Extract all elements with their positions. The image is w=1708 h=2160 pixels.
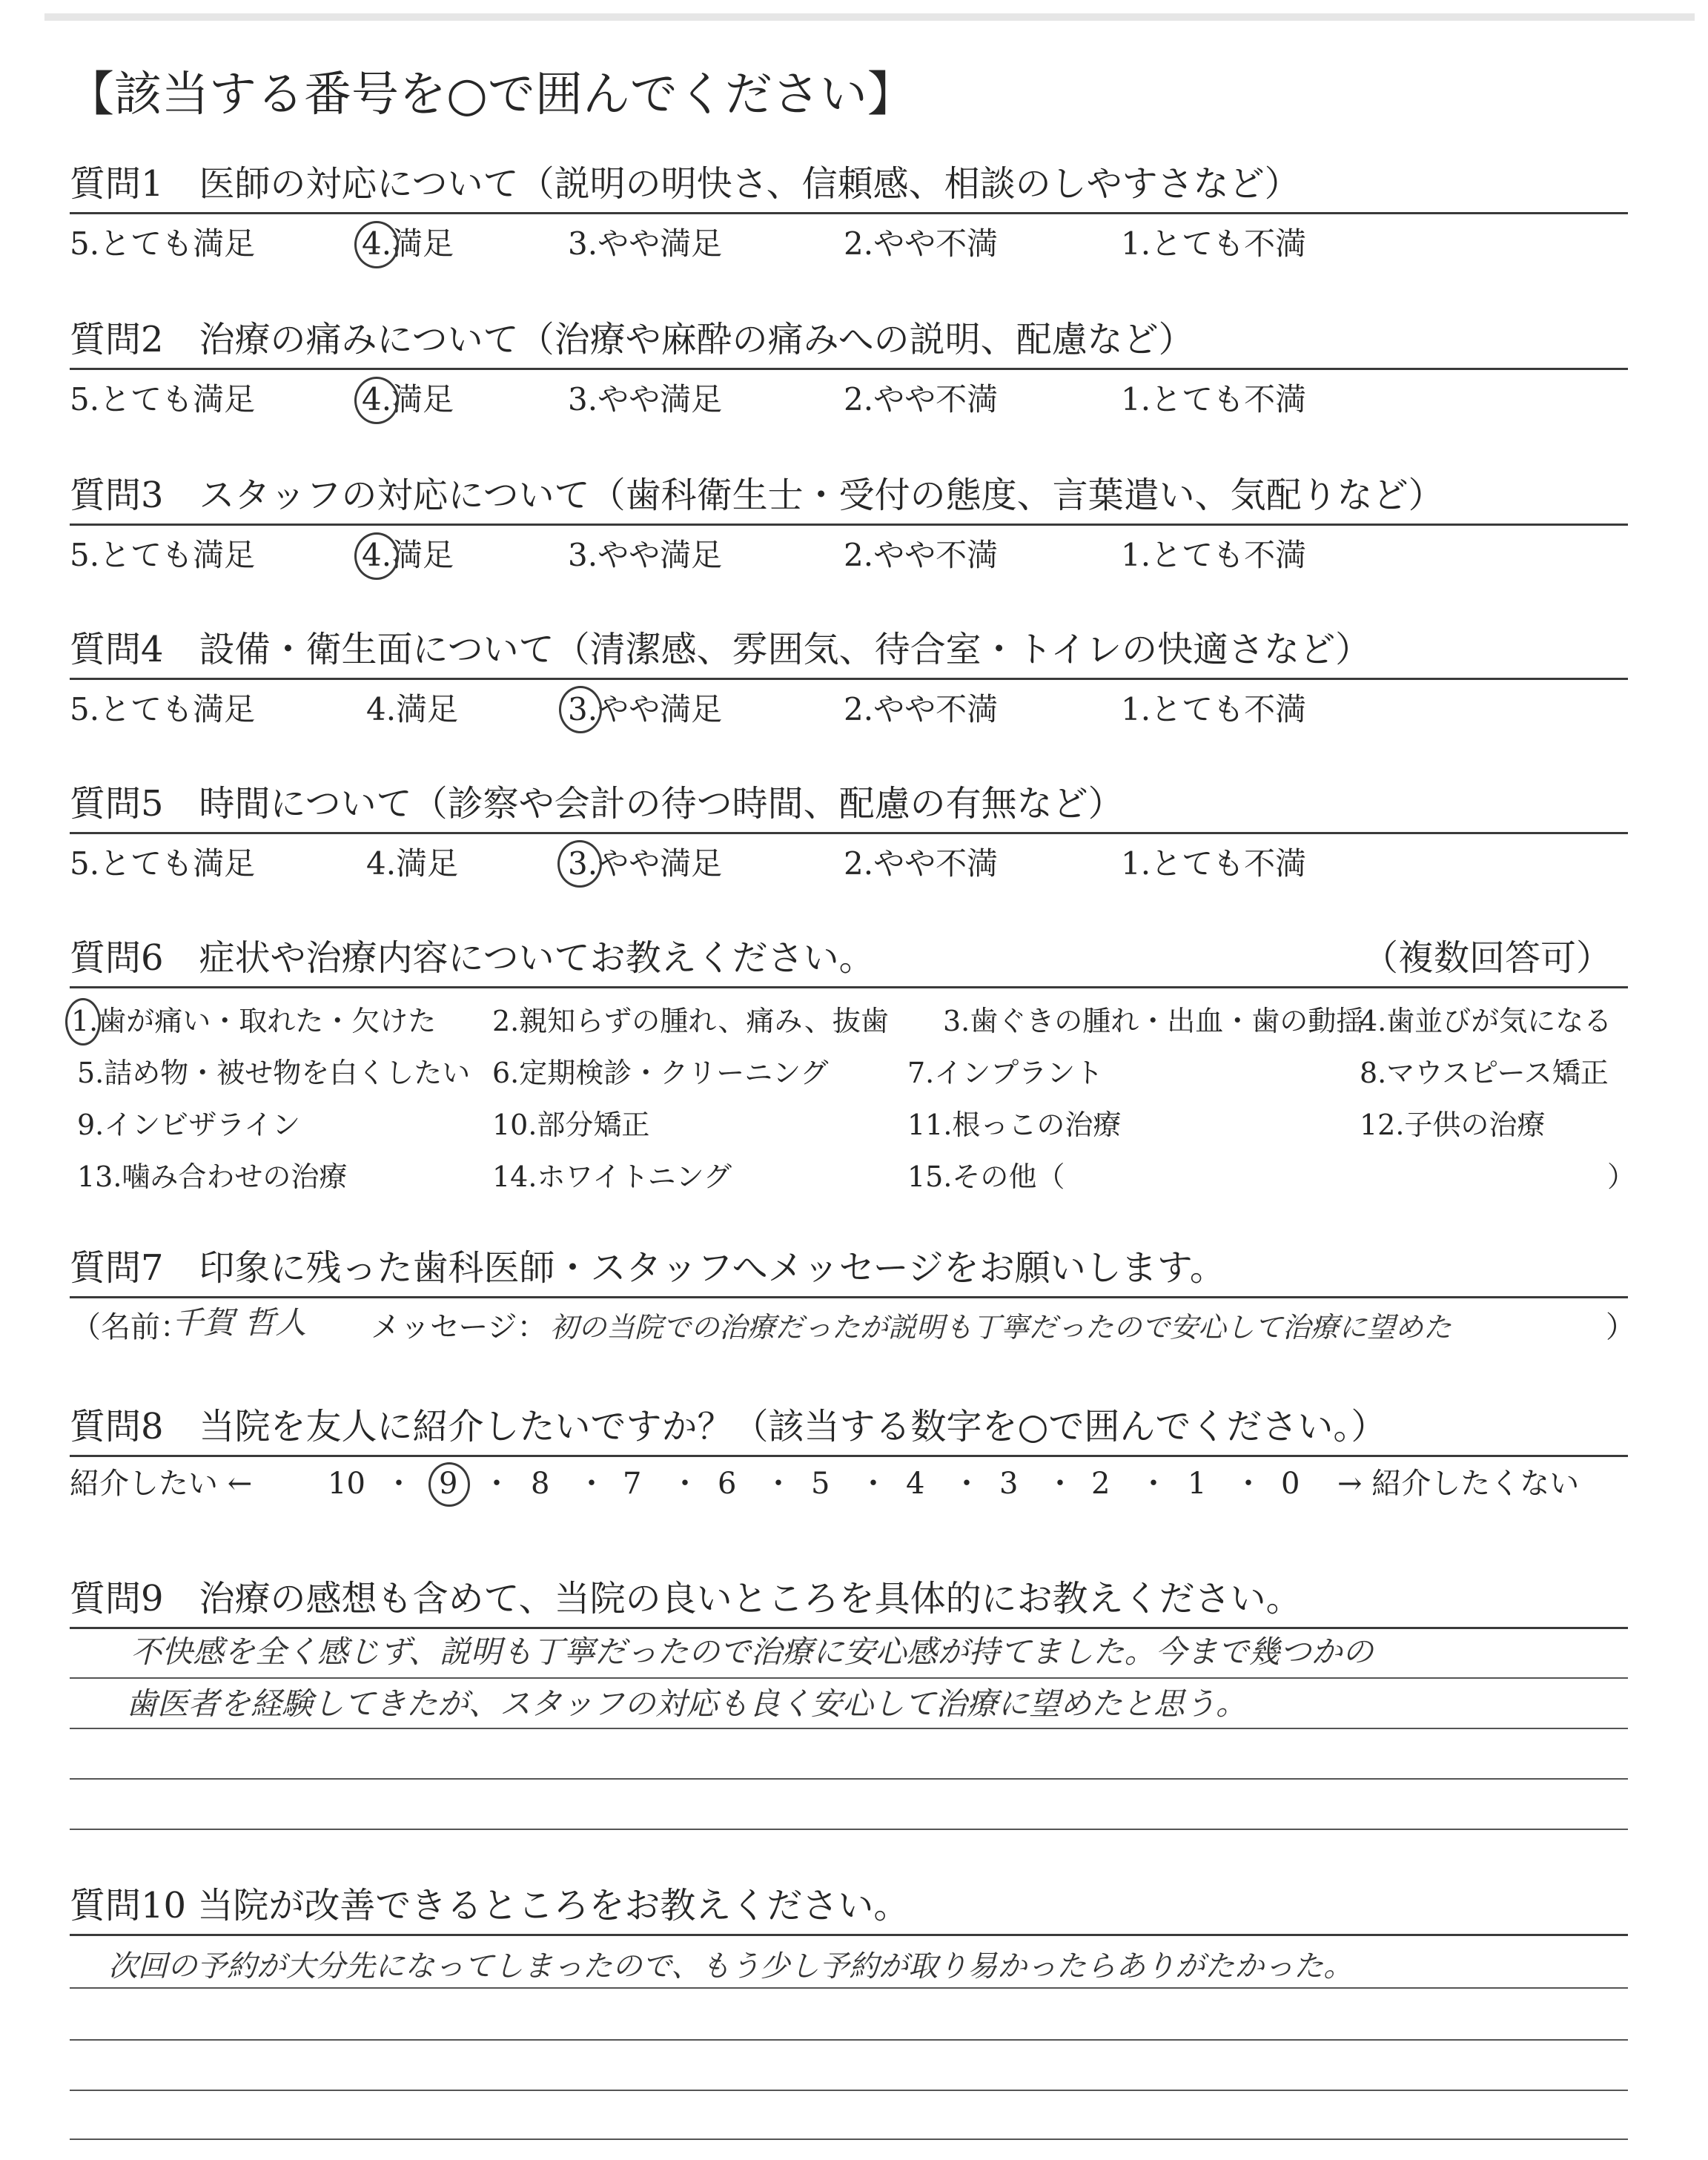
q9-line-4 bbox=[70, 1778, 1628, 1780]
scan-top-edge bbox=[44, 13, 1695, 21]
q1-rule bbox=[70, 212, 1628, 214]
q5-rule bbox=[70, 832, 1628, 834]
q10-rule bbox=[70, 1934, 1628, 1936]
q1-option-1[interactable]: 1.とても不満 bbox=[1121, 225, 1307, 262]
q1-option-3[interactable]: 3.やや満足 bbox=[568, 225, 723, 262]
q9-answer-line-2[interactable]: 歯医者を経験してきたが、スタッフの対応も良く安心して治療に望めたと思う。 bbox=[126, 1685, 1248, 1722]
q10-line-4 bbox=[70, 2090, 1628, 2091]
q8-scale-1[interactable]: 1 bbox=[1188, 1467, 1207, 1501]
page-title: 【該当する番号を○で囲んでください】 bbox=[67, 67, 915, 122]
q8-scale-4[interactable]: 4 bbox=[906, 1467, 925, 1501]
q8-scale-7[interactable]: 7 bbox=[623, 1467, 642, 1501]
q1-option-5[interactable]: 5.とても満足 bbox=[70, 225, 256, 262]
q8-scale-9[interactable]: 9 bbox=[439, 1467, 458, 1501]
q9-line-5 bbox=[70, 1829, 1628, 1830]
q5-option-5[interactable]: 5.とても満足 bbox=[70, 845, 256, 882]
q3-rule bbox=[70, 524, 1628, 526]
q4-option-5[interactable]: 5.とても満足 bbox=[70, 691, 256, 727]
q6-item-2[interactable]: 2.親知らずの腫れ、痛み、抜歯 bbox=[492, 1005, 889, 1037]
q8-scale-10[interactable]: 10 bbox=[328, 1467, 365, 1501]
q2-option-2[interactable]: 2.やや不満 bbox=[844, 381, 999, 417]
q10-line-2 bbox=[70, 1987, 1628, 1989]
q2-option-1[interactable]: 1.とても不満 bbox=[1121, 381, 1307, 417]
q4-option-3[interactable]: 3.やや満足 bbox=[568, 691, 723, 727]
q6-title: 質問6 症状や治療内容についてお教えください。 bbox=[70, 937, 875, 979]
q5-option-4[interactable]: 4.満足 bbox=[366, 845, 459, 882]
q8-separator: ・ bbox=[384, 1467, 414, 1501]
q2-title: 質問2 治療の痛みについて（治療や麻酔の痛みへの説明、配慮など） bbox=[70, 319, 1194, 360]
q3-title: 質問3 スタッフの対応について（歯科衛生士・受付の態度、言葉遣い、気配りなど） bbox=[70, 475, 1444, 516]
q7-title: 質問7 印象に残った歯科医師・スタッフへメッセージをお願いします。 bbox=[70, 1247, 1225, 1289]
q6-selection-circle bbox=[65, 998, 101, 1046]
q8-separator: ・ bbox=[670, 1467, 700, 1501]
q10-answer-line-1[interactable]: 次回の予約が大分先になってしまったので、もう少し予約が取り易かったらありがたかった。 bbox=[108, 1949, 1354, 1984]
q3-option-2[interactable]: 2.やや不満 bbox=[844, 537, 999, 573]
q2-option-3[interactable]: 3.やや満足 bbox=[568, 381, 723, 417]
q5-option-3[interactable]: 3.やや満足 bbox=[568, 845, 723, 882]
q8-separator: ・ bbox=[1045, 1467, 1075, 1501]
q9-rule bbox=[70, 1627, 1628, 1629]
q6-item-4[interactable]: 4.歯並びが気になる bbox=[1360, 1005, 1612, 1037]
q5-title: 質問5 時間について（診察や会計の待つ時間、配慮の有無など） bbox=[70, 783, 1124, 825]
q8-scale-8[interactable]: 8 bbox=[531, 1467, 550, 1501]
q3-option-3[interactable]: 3.やや満足 bbox=[568, 537, 723, 573]
q10-line-5 bbox=[70, 2138, 1628, 2140]
q9-line-2 bbox=[70, 1677, 1628, 1679]
q8-separator: ・ bbox=[482, 1467, 512, 1501]
q7-rule bbox=[70, 1296, 1628, 1298]
q6-item-11[interactable]: 11.根っこの治療 bbox=[907, 1109, 1122, 1141]
q8-left-label: 紹介したい ← bbox=[70, 1467, 253, 1501]
q6-item-15-close: ） bbox=[1607, 1160, 1636, 1193]
q3-selection-circle bbox=[354, 532, 399, 580]
q6-item-13[interactable]: 13.噛み合わせの治療 bbox=[77, 1160, 348, 1193]
q8-scale-5[interactable]: 5 bbox=[811, 1467, 830, 1501]
q2-selection-circle bbox=[354, 377, 399, 424]
q5-option-1[interactable]: 1.とても不満 bbox=[1121, 845, 1307, 882]
q8-separator: ・ bbox=[1234, 1467, 1263, 1501]
q8-scale-6[interactable]: 6 bbox=[718, 1467, 737, 1501]
q6-item-5[interactable]: 5.詰め物・被せ物を白くしたい bbox=[77, 1057, 471, 1089]
q6-rule bbox=[70, 986, 1628, 988]
q2-option-5[interactable]: 5.とても満足 bbox=[70, 381, 256, 417]
q3-option-5[interactable]: 5.とても満足 bbox=[70, 537, 256, 573]
q1-selection-circle bbox=[354, 221, 399, 268]
q8-separator: ・ bbox=[1139, 1467, 1168, 1501]
q8-separator: ・ bbox=[577, 1467, 606, 1501]
q8-separator: ・ bbox=[764, 1467, 793, 1501]
q6-item-9[interactable]: 9.インビザライン bbox=[77, 1109, 301, 1141]
q6-item-6[interactable]: 6.定期検診・クリーニング bbox=[492, 1057, 829, 1089]
q1-option-4[interactable]: 4.満足 bbox=[362, 225, 454, 262]
q1-title: 質問1 医師の対応について（説明の明快さ、信頼感、相談のしやすさなど） bbox=[70, 163, 1300, 205]
q8-title: 質問8 当院を友人に紹介したいですか？（該当する数字を○で囲んでください。） bbox=[70, 1406, 1387, 1447]
q6-item-14[interactable]: 14.ホワイトニング bbox=[492, 1160, 732, 1193]
q4-rule bbox=[70, 678, 1628, 680]
q6-item-3[interactable]: 3.歯ぐきの腫れ・出血・歯の動揺 bbox=[943, 1005, 1365, 1037]
q6-item-12[interactable]: 12.子供の治療 bbox=[1360, 1109, 1546, 1141]
q2-option-4[interactable]: 4.満足 bbox=[362, 381, 454, 417]
q8-right-label: → 紹介したくない bbox=[1337, 1467, 1580, 1501]
q4-selection-circle bbox=[559, 686, 602, 733]
q4-title: 質問4 設備・衛生面について（清潔感、雰囲気、待合室・トイレの快適さなど） bbox=[70, 629, 1371, 670]
q5-selection-circle bbox=[557, 840, 602, 888]
q3-option-4[interactable]: 4.満足 bbox=[362, 537, 454, 573]
q8-separator: ・ bbox=[858, 1467, 888, 1501]
q9-title: 質問9 治療の感想も含めて、当院の良いところを具体的にお教えください。 bbox=[70, 1578, 1302, 1619]
q6-item-10[interactable]: 10.部分矯正 bbox=[492, 1109, 650, 1141]
q4-option-2[interactable]: 2.やや不満 bbox=[844, 691, 999, 727]
q6-item-7[interactable]: 7.インプラント bbox=[907, 1057, 1104, 1089]
q6-item-15[interactable]: 15.その他（ bbox=[907, 1160, 1065, 1193]
q7-name-handwritten[interactable]: 千賀 哲人 bbox=[172, 1304, 307, 1341]
q7-name-label: （名前： bbox=[71, 1310, 190, 1344]
q8-scale-0[interactable]: 0 bbox=[1281, 1467, 1300, 1501]
q7-close-paren: ） bbox=[1606, 1310, 1635, 1344]
q10-line-3 bbox=[70, 2039, 1628, 2041]
q10-title: 質問10 当院が改善できるところをお教えください。 bbox=[70, 1885, 910, 1926]
q9-answer-line-1[interactable]: 不快感を全く感じず、説明も丁寧だったので治療に安心感が持てました。今まで幾つかの bbox=[130, 1634, 1374, 1670]
q7-message-handwritten[interactable]: 初の当院での治療だったが説明も丁寧だったので安心して治療に望めた bbox=[550, 1311, 1452, 1344]
q6-multiple-note: （複数回答可） bbox=[1362, 937, 1612, 979]
q8-separator: ・ bbox=[952, 1467, 982, 1501]
q2-rule bbox=[70, 368, 1628, 370]
q6-item-1[interactable]: 1.歯が痛い・取れた・欠けた bbox=[71, 1005, 437, 1037]
q8-selection-circle bbox=[428, 1462, 470, 1507]
q8-rule bbox=[70, 1455, 1628, 1457]
q6-item-8[interactable]: 8.マウスピース矯正 bbox=[1360, 1057, 1609, 1089]
q7-message-label: メッセージ： bbox=[371, 1310, 547, 1344]
q8-scale-2[interactable]: 2 bbox=[1091, 1467, 1110, 1501]
q9-line-3 bbox=[70, 1728, 1628, 1729]
q1-option-2[interactable]: 2.やや不満 bbox=[844, 225, 999, 262]
q5-option-2[interactable]: 2.やや不満 bbox=[844, 845, 999, 882]
q3-option-1[interactable]: 1.とても不満 bbox=[1121, 537, 1307, 573]
q4-option-4[interactable]: 4.満足 bbox=[366, 691, 459, 727]
q8-scale-3[interactable]: 3 bbox=[999, 1467, 1019, 1501]
q4-option-1[interactable]: 1.とても不満 bbox=[1121, 691, 1307, 727]
